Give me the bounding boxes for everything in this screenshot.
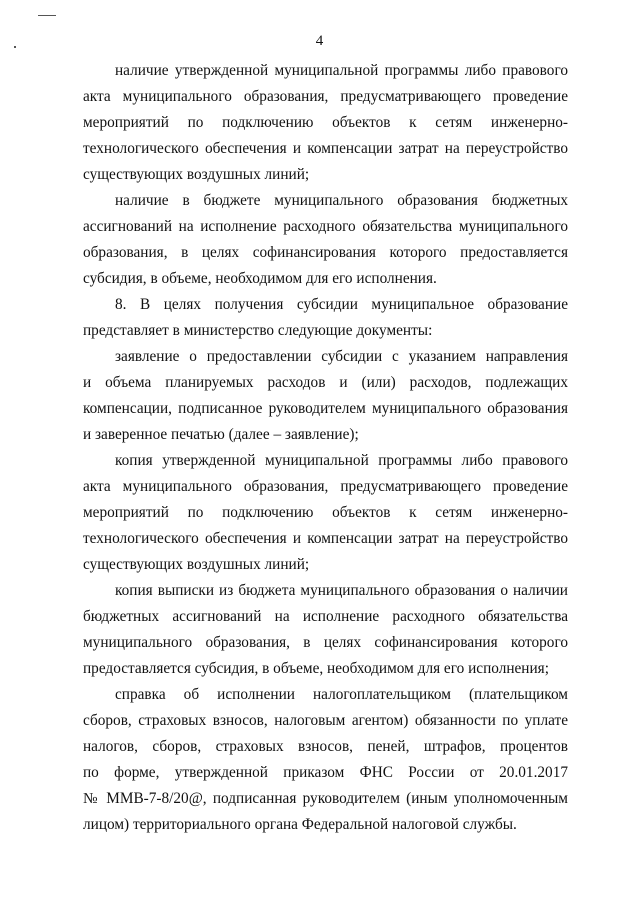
text-line: существующих воздушных линий;: [83, 556, 310, 573]
text-line: копия утвержденной муниципальной программы либо правового: [115, 452, 568, 469]
text-line: заявление о предоставлении субсидии с указанием направления: [115, 348, 568, 365]
text-line: по форме, утвержденной приказом ФНС России от 20.01.2017: [83, 764, 568, 781]
text-line: представляет в министерство следующие документы:: [83, 322, 433, 339]
paragraph: [83, 578, 568, 682]
text-line: наличие в бюджете муниципального образования бюджетных: [115, 192, 568, 209]
text-line: предоставляется субсидия, в объеме, необходимом для его исполнения;: [83, 660, 549, 677]
paragraph: [83, 448, 568, 578]
text-line: ассигнований на исполнение расходного обязательства муниципального: [83, 218, 568, 235]
text-line: компенсации, подписанное руководителем муниципального образования: [83, 400, 568, 417]
text-line: акта муниципального образования, предусматривающего проведение: [83, 478, 568, 495]
scan-artifact-line: [38, 15, 56, 16]
paragraph: [83, 292, 568, 344]
text-line: мероприятий по подключению объектов к сетям инженерно-: [83, 114, 568, 131]
text-line: технологического обеспечения и компенсации затрат на переустройство: [83, 140, 568, 157]
text-line: образования, в целях софинансирования которого предоставляется: [83, 244, 568, 261]
text-line: муниципального образования, в целях софинансирования которого: [83, 634, 568, 651]
text-line: и объема планируемых расходов и (или) расходов, подлежащих: [83, 374, 568, 391]
paragraph: [83, 682, 568, 838]
text-line: субсидия, в объеме, необходимом для его исполнения.: [83, 270, 437, 287]
text-line: налогов, сборов, страховых взносов, пеней, штрафов, процентов: [83, 738, 568, 755]
text-line: технологического обеспечения и компенсации затрат на переустройство: [83, 530, 568, 547]
paragraph: [83, 344, 568, 448]
text-line: лицом) территориального органа Федеральной налоговой службы.: [83, 816, 517, 833]
text-line: наличие утвержденной муниципальной программы либо правового: [115, 62, 568, 79]
text-line: существующих воздушных линий;: [83, 166, 310, 183]
text-line: копия выписки из бюджета муниципального образования о наличии: [115, 582, 568, 599]
text-line: сборов, страховых взносов, налоговым агентом) обязанности по уплате: [83, 712, 568, 729]
paragraph: [83, 58, 568, 188]
text-line: № ММВ-7-8/20@, подписанная руководителем (иным уполномоченным: [83, 790, 568, 807]
paragraph: [83, 188, 568, 292]
text-line: 8. В целях получения субсидии муниципальное образование: [115, 296, 568, 313]
page-number: 4: [315, 33, 324, 49]
text-line: мероприятий по подключению объектов к сетям инженерно-: [83, 504, 568, 521]
text-line: справка об исполнении налогоплательщиком (плательщиком: [115, 686, 568, 703]
text-line: и заверенное печатью (далее – заявление);: [83, 426, 359, 443]
text-line: акта муниципального образования, предусматривающего проведение: [83, 88, 568, 105]
document-body: [83, 58, 568, 838]
text-line: бюджетных ассигнований на исполнение расходного обязательства: [83, 608, 568, 625]
